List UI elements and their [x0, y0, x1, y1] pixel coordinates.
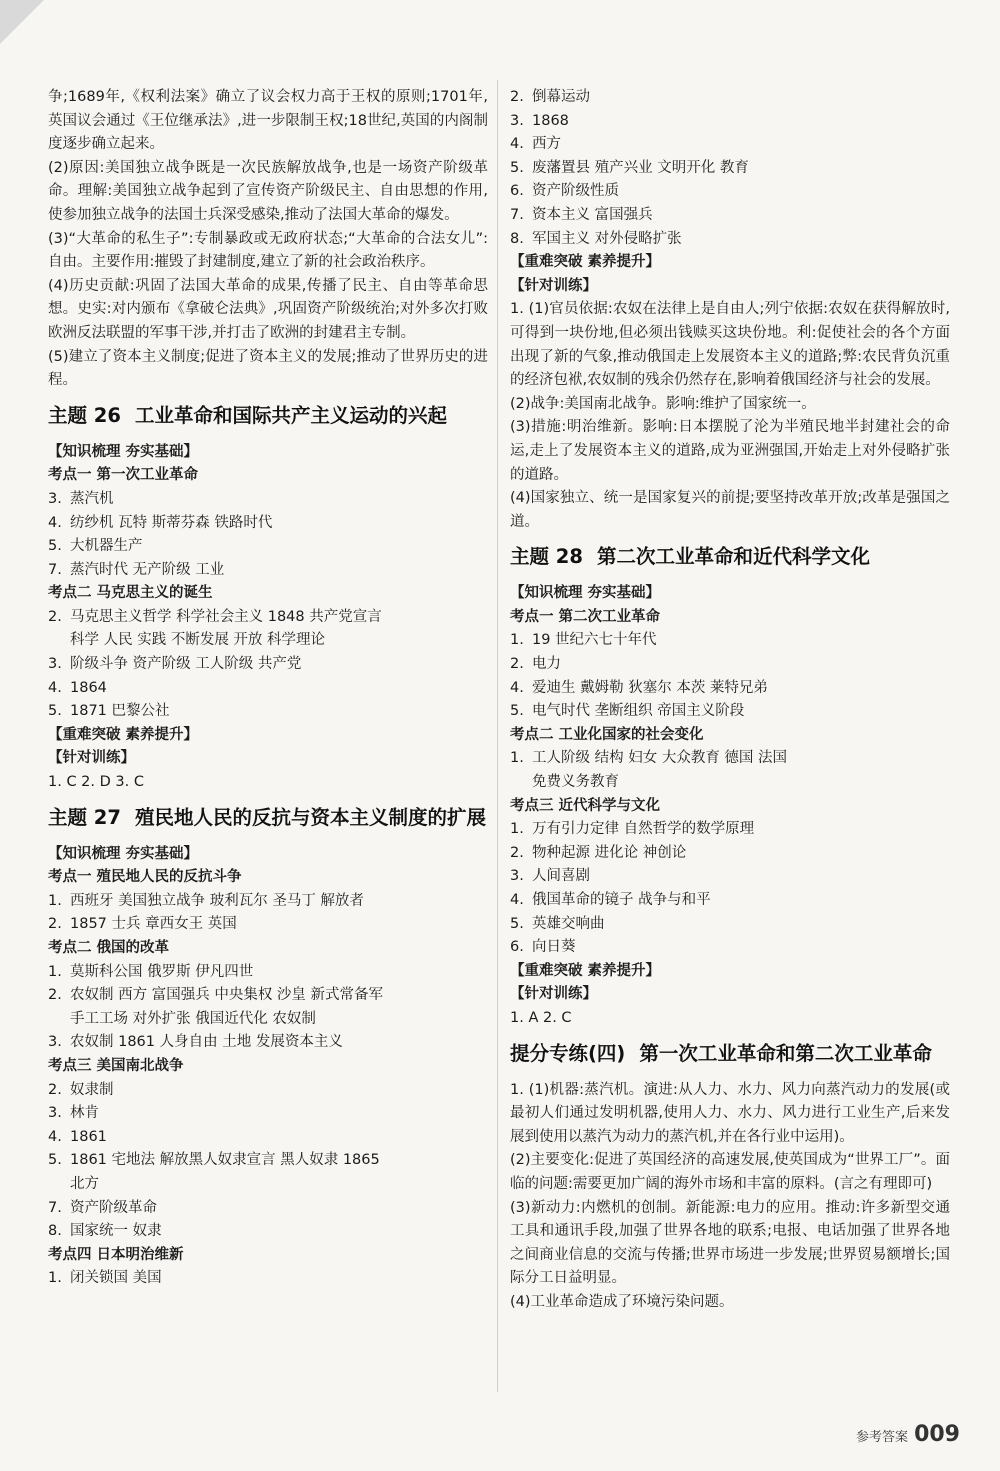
- answer-item: [510, 677, 950, 701]
- answer-paragraph: (4)工业革命造成了环境污染问题。: [510, 1293, 734, 1310]
- kaodian-title: 考点二 俄国的改革: [48, 940, 170, 956]
- column-divider: [497, 80, 498, 1392]
- item-text: 马克思主义哲学 科学社会主义 1848 共产党宣言: [70, 608, 382, 625]
- item-text: 1864: [70, 679, 107, 696]
- item-number: 5.: [510, 159, 524, 176]
- answer-list: [510, 818, 950, 960]
- answer-item: [48, 1197, 488, 1221]
- answer-item: [510, 747, 950, 771]
- item-number: 3.: [48, 490, 62, 507]
- item-text: 废藩置县 殖产兴业 文明开化 教育: [532, 159, 749, 176]
- item-number: 2.: [510, 89, 524, 105]
- item-number: 5.: [48, 538, 62, 555]
- answer-item: [48, 653, 488, 677]
- section-header: 【知识梳理 夯实基础】: [48, 845, 199, 862]
- item-text: 阶级斗争 资产阶级 工人阶级 共产党: [70, 656, 302, 673]
- section-header: 【重难突破 素养提升】: [510, 962, 661, 979]
- item-number: 3.: [48, 1034, 62, 1051]
- answer-item: [48, 1126, 488, 1150]
- right-column: [510, 86, 950, 1315]
- answer-item: [510, 629, 950, 653]
- item-text: 军国主义 对外侵略扩张: [532, 230, 682, 247]
- item-number: 7.: [48, 561, 62, 578]
- item-text: 俄国革命的镜子 战争与和平: [532, 892, 711, 908]
- topic-28-title: [510, 542, 950, 572]
- item-number: 3.: [48, 656, 62, 673]
- topic-title-text: 殖民地人民的反抗与资本主义制度的扩展: [134, 805, 486, 829]
- item-text: 人间喜剧: [532, 868, 590, 885]
- item-text: 电力: [532, 656, 561, 673]
- answer-item: [48, 700, 488, 724]
- answer-item: [48, 488, 488, 512]
- answer-item: [510, 110, 950, 134]
- kaodian-title: 考点四 日本明治维新: [48, 1246, 184, 1263]
- answer-item: [510, 889, 950, 913]
- answer-item: [48, 961, 488, 985]
- kaodian-title: 考点二 工业化国家的社会变化: [510, 726, 704, 743]
- item-text: 林肯: [70, 1105, 99, 1122]
- answer-list: [510, 747, 950, 794]
- item-number: 6.: [510, 183, 524, 200]
- answer-item: [510, 653, 950, 677]
- kaodian-title: 考点二 马克思主义的诞生: [48, 585, 213, 602]
- topic-title-text: 工业革命和国际共产主义运动的兴起: [134, 403, 447, 427]
- answer-item: [48, 1102, 488, 1126]
- answer-item: [510, 180, 950, 204]
- item-number: 7.: [510, 206, 524, 223]
- answer-item: [48, 559, 488, 583]
- section-header: 【针对训练】: [48, 750, 135, 767]
- item-text: 物种起源 进化论 神创论: [532, 844, 687, 861]
- item-text: 工人阶级 结构 妇女 大众教育 德国 法国: [532, 750, 788, 767]
- answer-item: [48, 535, 488, 559]
- item-number: 2.: [48, 987, 62, 1004]
- item-text: 1861 宅地法 解放黑人奴隶宣言 黑人奴隶 1865: [70, 1152, 380, 1169]
- special-practice-title: [510, 1039, 950, 1069]
- answer-paragraph: (5)建立了资本主义制度;促进了资本主义的发展;推动了世界历史的进程。: [48, 348, 488, 389]
- item-text: 蒸汽时代 无产阶级 工业: [70, 561, 225, 578]
- answer-paragraph: 争;1689年,《权利法案》确立了议会权力高于王权的原则;1701年,英国议会通过《王位继承法》,进一步限制王权;18世纪,英国的内阁制度逐步确立起来。: [48, 89, 488, 153]
- topic-27-title: [48, 803, 488, 833]
- item-text: 免费义务教育: [532, 774, 619, 791]
- item-number: 6.: [510, 939, 524, 956]
- item-number: 7.: [48, 1199, 62, 1216]
- item-number: 2.: [510, 844, 524, 861]
- answer-paragraph: (2)主要变化:促进了英国经济的高速发展,使英国成为“世界工厂”。面临的问题:需要更加广阔的海外市场和丰富的原料。(言之有理即可): [510, 1152, 950, 1192]
- answer-item: [48, 984, 488, 1008]
- answer-paragraph: (4)国家独立、统一是国家复兴的前提;要坚持改革开放;改革是强国之道。: [510, 490, 950, 530]
- answer-paragraph: (3)措施:明治维新。影响:日本摆脱了沦为半殖民地半封建社会的命运,走上了发展资本主义的道路,成为亚洲强国,开始走上对外侵略扩张的道路。: [510, 419, 950, 483]
- item-text: 大机器生产: [70, 538, 143, 555]
- answer-item: [48, 629, 488, 653]
- item-text: 资产阶级性质: [532, 183, 619, 200]
- kaodian-title: 考点一 第二次工业革命: [510, 608, 661, 625]
- item-text: 资产阶级革命: [70, 1199, 157, 1216]
- answer-item: [510, 228, 950, 252]
- item-number: 5.: [48, 1152, 62, 1169]
- left-column: [48, 86, 488, 1291]
- answer-paragraph: (3)“大革命的私生子”:专制暴政或无政府状态;“大革命的合法女儿”:自由。主要作用:摧毁了封建制度,建立了新的社会政治秩序。: [48, 230, 488, 271]
- item-text: 19 世纪六七十年代: [532, 632, 657, 649]
- answer-list: [48, 488, 488, 582]
- item-text: 手工工场 对外扩张 俄国近代化 农奴制: [70, 1010, 316, 1027]
- answer-item: [510, 771, 950, 795]
- kaodian-title: 考点一 第一次工业革命: [48, 467, 199, 484]
- item-number: 8.: [510, 230, 524, 247]
- topic-number: 提分专练(四): [510, 1041, 626, 1065]
- item-number: 4.: [510, 136, 524, 153]
- item-number: 4.: [510, 892, 524, 908]
- item-number: 1.: [510, 632, 524, 649]
- item-text: 向日葵: [532, 939, 576, 956]
- item-text: 农奴制 西方 富国强兵 中央集权 沙皇 新式常备军: [70, 987, 384, 1004]
- page-corner-decoration: [0, 0, 44, 44]
- item-text: 奴隶制: [70, 1081, 114, 1098]
- item-text: 北方: [70, 1175, 99, 1192]
- answer-item: [48, 1220, 488, 1244]
- kaodian-title: 考点三 近代科学与文化: [510, 797, 661, 814]
- answer-item: [510, 86, 950, 110]
- kaodian-title: 考点三 美国南北战争: [48, 1057, 184, 1074]
- answer-item: [48, 512, 488, 536]
- item-number: 2.: [48, 1081, 62, 1098]
- section-header: 【针对训练】: [510, 277, 597, 294]
- item-number: 4.: [510, 679, 524, 696]
- answer-paragraph: (2)原因:美国独立战争既是一次民族解放战争,也是一场资产阶级革命。理解:美国独立战争起到了宣传资产阶级民主、自由思想的作用,使参加独立战争的法国士兵深受感染,推动了法国大革命的爆发。: [48, 159, 488, 223]
- item-number: 1.: [510, 750, 524, 767]
- answer-list: [510, 86, 950, 251]
- page-number: 009: [914, 1422, 960, 1447]
- answer-item: [510, 204, 950, 228]
- item-number: 2.: [48, 916, 62, 933]
- page-footer: [856, 1422, 960, 1447]
- item-text: 1857 士兵 章西女王 英国: [70, 916, 237, 933]
- item-number: 3.: [48, 1105, 62, 1122]
- topic-number: 主题 26: [48, 403, 121, 427]
- answer-list: [510, 629, 950, 723]
- training-answers: 1. A 2. C: [510, 1009, 572, 1026]
- answer-item: [510, 700, 950, 724]
- training-answers: 1. C 2. D 3. C: [48, 774, 144, 791]
- item-number: 5.: [510, 915, 524, 932]
- topic-title-text: 第二次工业革命和近代科学文化: [596, 545, 870, 569]
- answer-list: [48, 961, 488, 1055]
- training-question-1: [510, 298, 950, 534]
- item-number: 1.: [510, 821, 524, 838]
- answer-item: [510, 913, 950, 937]
- item-number: 3.: [510, 868, 524, 885]
- section-header: 【重难突破 素养提升】: [48, 726, 199, 743]
- item-text: 莫斯科公国 俄罗斯 伊凡四世: [70, 963, 254, 980]
- answer-list: [48, 606, 488, 724]
- item-number: 1.: [48, 963, 62, 980]
- answer-paragraph: 1. (1)官员依据:农奴在法律上是自由人;列宁依据:农奴在获得解放时,可得到一块份地,但必须出钱赎买这块份地。利:促使社会的各个方面出现了新的气象,推动俄国走上发展资本主义的道路;弊:农民背负沉重的经济包袱,农奴制的残余仍然存在,影响着俄国经济与社会的发展。: [510, 301, 950, 389]
- answer-item: [48, 1267, 488, 1291]
- item-number: 4.: [48, 514, 62, 531]
- item-text: 1868: [532, 112, 569, 129]
- item-text: 纺纱机 瓦特 斯蒂芬森 铁路时代: [70, 514, 273, 531]
- item-number: 3.: [510, 112, 524, 129]
- answer-item: [510, 818, 950, 842]
- answer-list: [48, 890, 488, 937]
- item-number: 2.: [48, 608, 62, 625]
- answer-paragraph: (2)战争:美国南北战争。影响:维护了国家统一。: [510, 395, 816, 412]
- item-number: 8.: [48, 1223, 62, 1240]
- item-text: 西班牙 美国独立战争 玻利瓦尔 圣马丁 解放者: [70, 892, 364, 909]
- item-number: 4.: [48, 1128, 62, 1145]
- answer-item: [510, 133, 950, 157]
- answer-item: [510, 842, 950, 866]
- answer-item: [48, 606, 488, 630]
- item-number: 1.: [48, 1270, 62, 1287]
- section-header: 【针对训练】: [510, 986, 597, 1003]
- item-text: 科学 人民 实践 不断发展 开放 科学理论: [70, 632, 326, 649]
- special-practice-answers: [510, 1079, 950, 1315]
- item-text: 万有引力定律 自然哲学的数学原理: [532, 821, 755, 838]
- answer-item: [48, 677, 488, 701]
- answer-paragraph: (4)历史贡献:巩固了法国大革命的成果,传播了民主、自由等革命思想。史实:对内颁布《拿破仑法典》,巩固资产阶级统治;对外多次打败欧洲反法联盟的军事干涉,并打击了欧洲的封建君主专制。: [48, 277, 488, 341]
- answer-item: [510, 157, 950, 181]
- answer-paragraph: (3)新动力:内燃机的创制。新能源:电力的应用。推动:许多新型交通工具和通讯手段,加强了世界各地的联系;电报、电话加强了世界各地之间商业信息的交流与传播;世界市场进一步发展;世界贸易额增长;国际分工日益明显。: [510, 1199, 950, 1287]
- item-number: 2.: [510, 656, 524, 673]
- answer-item: [48, 1079, 488, 1103]
- item-text: 1861: [70, 1128, 107, 1145]
- item-text: 闭关锁国 美国: [70, 1270, 162, 1287]
- item-number: 5.: [510, 703, 524, 720]
- item-text: 英雄交响曲: [532, 915, 605, 932]
- answer-item: [48, 1149, 488, 1173]
- item-number: 4.: [48, 679, 62, 696]
- item-number: 1.: [48, 892, 62, 909]
- topic-number: 主题 28: [510, 545, 583, 569]
- answer-list: [48, 1267, 488, 1291]
- topic-number: 主题 27: [48, 805, 121, 829]
- section-header: 【知识梳理 夯实基础】: [48, 443, 199, 460]
- item-text: 国家统一 奴隶: [70, 1223, 162, 1240]
- answer-item: [510, 865, 950, 889]
- item-text: 爱迪生 戴姆勒 狄塞尔 本茨 莱特兄弟: [532, 679, 768, 696]
- answer-item: [48, 1173, 488, 1197]
- item-number: 5.: [48, 703, 62, 720]
- item-text: 蒸汽机: [70, 490, 114, 507]
- item-text: 资本主义 富国强兵: [532, 206, 653, 223]
- item-text: 倒幕运动: [532, 89, 590, 105]
- answer-item: [48, 890, 488, 914]
- item-text: 农奴制 1861 人身自由 土地 发展资本主义: [70, 1034, 343, 1051]
- answer-item: [510, 936, 950, 960]
- footer-label: 参考答案: [856, 1430, 909, 1445]
- item-text: 1871 巴黎公社: [70, 703, 170, 720]
- kaodian-title: 考点一 殖民地人民的反抗斗争: [48, 869, 242, 886]
- item-text: 西方: [532, 136, 561, 153]
- topic-26-title: [48, 401, 488, 431]
- topic-title-text: 第一次工业革命和第二次工业革命: [639, 1041, 932, 1065]
- section-header: 【重难突破 素养提升】: [510, 254, 661, 271]
- item-text: 电气时代 垄断组织 帝国主义阶段: [532, 703, 745, 720]
- answer-paragraph: 1. (1)机器:蒸汽机。演进:从人力、水力、风力向蒸汽动力的发展(或最初人们通过发明机器,使用人力、水力、风力进行工业生产,后来发展到使用以蒸汽为动力的蒸汽机,并在各行业中运用)。: [510, 1081, 950, 1145]
- intro-answers: [48, 86, 488, 393]
- answer-item: [48, 1031, 488, 1055]
- answer-item: [48, 913, 488, 937]
- answer-list: [48, 1079, 488, 1244]
- section-header: 【知识梳理 夯实基础】: [510, 585, 661, 602]
- answer-item: [48, 1008, 488, 1032]
